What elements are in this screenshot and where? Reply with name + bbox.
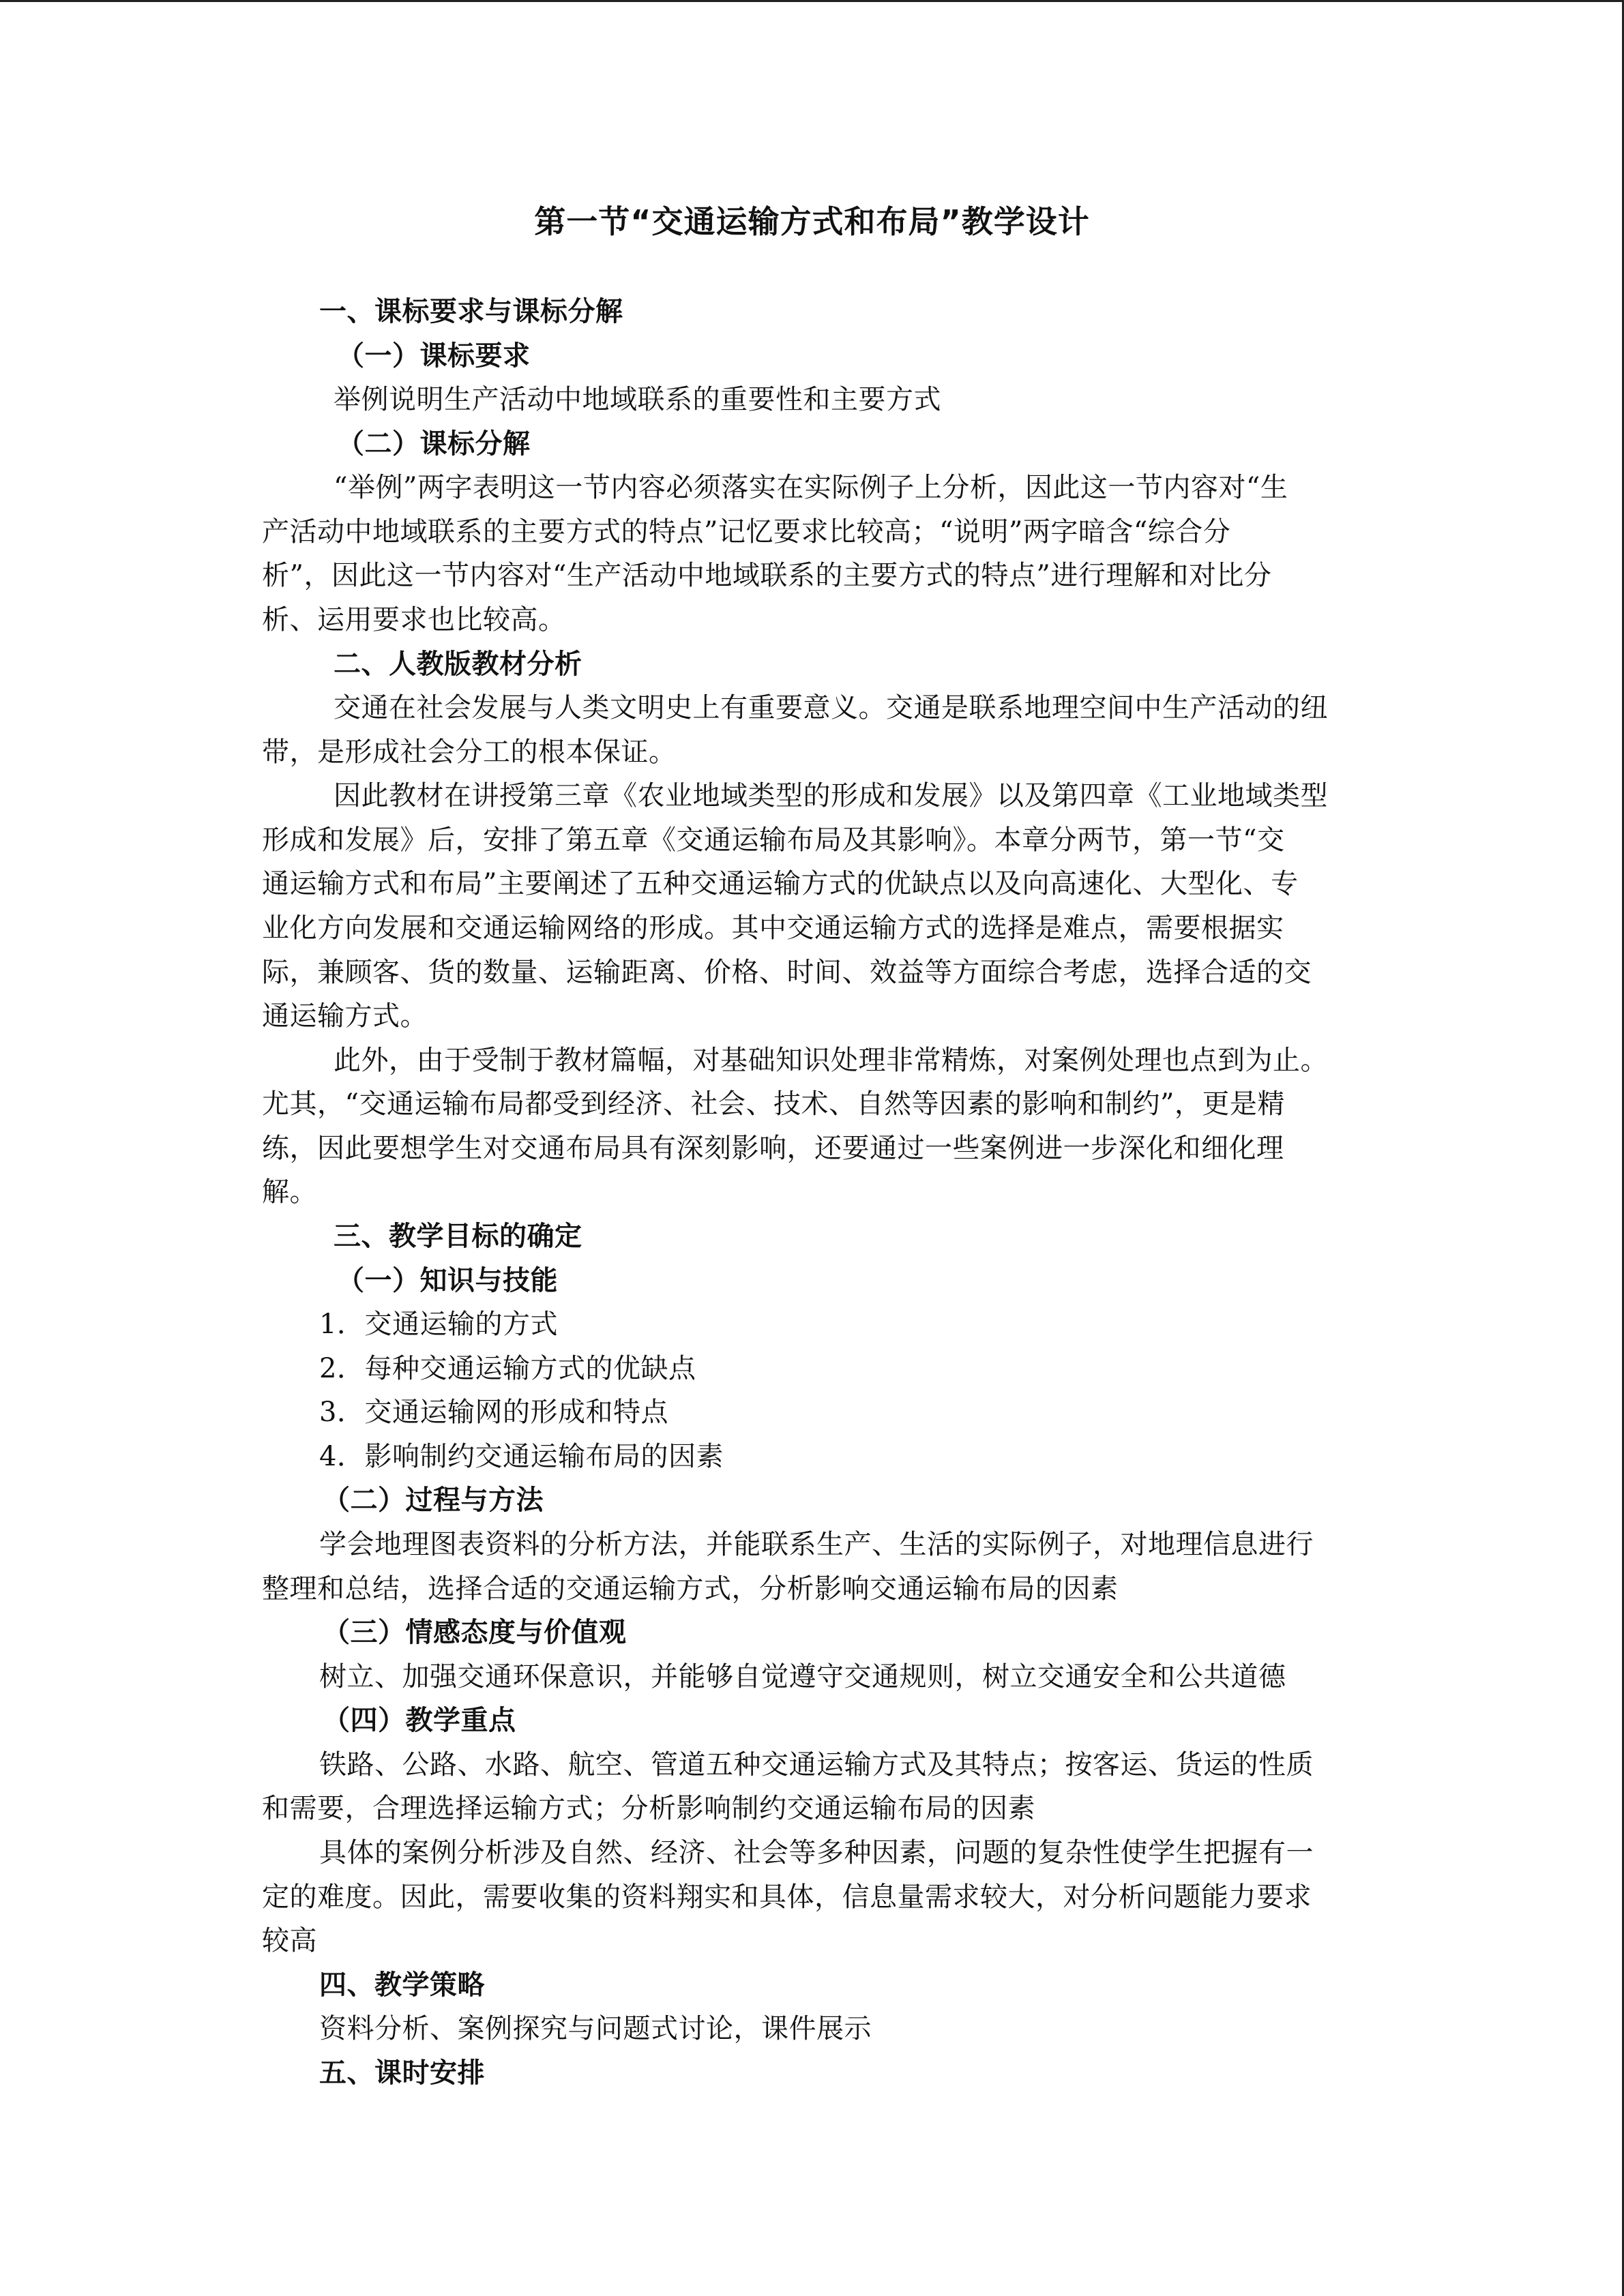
paragraph-line: 析”，因此这一节内容对“生产活动中地域联系的主要方式的特点”进行理解和对比分 — [262, 560, 1272, 591]
paragraph-line: 带，是形成社会分工的根本保证。 — [262, 736, 677, 768]
paragraph-line: 铁路、公路、水路、航空、管道五种交通运输方式及其特点；按客运、货运的性质 — [319, 1749, 1314, 1780]
paragraph-line: 析、运用要求也比较高。 — [262, 604, 566, 636]
subheading: （二）过程与方法 — [323, 1485, 544, 1516]
paragraph-line: 此外，由于受制于教材篇幅，对基础知识处理非常精炼，对案例处理也点到为止。 — [334, 1045, 1328, 1076]
list-item: 2．每种交通运输方式的优缺点 — [319, 1353, 696, 1384]
paragraph-line: 练，因此要想学生对交通布局具有深刻影响，还要通过一些案例进一步深化和细化理 — [262, 1133, 1284, 1164]
paragraph-line: 际，兼顾客、货的数量、运输距离、价格、时间、效益等方面综合考虑，选择合适的交 — [262, 957, 1312, 988]
heading-1: 一、课标要求与课标分解 — [319, 296, 623, 327]
subheading: （三）情感态度与价值观 — [323, 1617, 627, 1648]
paragraph-line: 较高 — [262, 1925, 317, 1956]
subheading: （一）课标要求 — [337, 340, 531, 372]
list-item: 4．影响制约交通运输布局的因素 — [319, 1441, 724, 1472]
paragraph-line: 业化方向发展和交通运输网络的形成。其中交通运输方式的选择是难点，需要根据实 — [262, 912, 1284, 944]
document-title: 第一节“交通运输方式和布局”教学设计 — [534, 203, 1090, 240]
subheading: （二）课标分解 — [337, 428, 531, 460]
paragraph-line: 树立、加强交通环保意识，并能够自觉遵守交通规则，树立交通安全和公共道德 — [319, 1661, 1286, 1693]
paragraph-line: 和需要，合理选择运输方式；分析影响制约交通运输布局的因素 — [262, 1793, 1035, 1824]
list-item: 1．交通运输的方式 — [319, 1309, 558, 1340]
paragraph-line: 学会地理图表资料的分析方法，并能联系生产、生活的实际例子，对地理信息进行 — [319, 1529, 1314, 1560]
heading-2: 二、人教版教材分析 — [334, 648, 582, 680]
paragraph-line: 资料分析、案例探究与问题式讨论，课件展示 — [319, 2013, 872, 2044]
heading-5: 五、课时安排 — [319, 2057, 485, 2089]
paragraph-line: “举例”两字表明这一节内容必须落实在实际例子上分析，因此这一节内容对“生 — [334, 472, 1288, 503]
heading-3: 三、教学目标的确定 — [334, 1221, 582, 1252]
paragraph-line: 交通在社会发展与人类文明史上有重要意义。交通是联系地理空间中生产活动的纽 — [334, 692, 1328, 724]
paragraph-line: 因此教材在讲授第三章《农业地域类型的形成和发展》以及第四章《工业地域类型 — [334, 780, 1328, 811]
paragraph-line: 通运输方式。 — [262, 1000, 428, 1032]
paragraph-line: 通运输方式和布局”主要阐述了五种交通运输方式的优缺点以及向高速化、大型化、专 — [262, 868, 1299, 899]
paragraph-line: 定的难度。因此，需要收集的资料翔实和具体，信息量需求较大，对分析问题能力要求 — [262, 1881, 1312, 1913]
heading-4: 四、教学策略 — [319, 1969, 485, 2001]
paragraph-line: 产活动中地域联系的主要方式的特点”记忆要求比较高；“说明”两字暗含“综合分 — [262, 516, 1231, 548]
subheading: （一）知识与技能 — [337, 1265, 558, 1296]
paragraph-line: 解。 — [262, 1176, 317, 1208]
list-item: 3．交通运输网的形成和特点 — [319, 1397, 668, 1428]
paragraph-line: 举例说明生产活动中地域联系的重要性和主要方式 — [334, 384, 941, 415]
paragraph-line: 整理和总结，选择合适的交通运输方式，分析影响交通运输布局的因素 — [262, 1573, 1119, 1605]
subheading: （四）教学重点 — [323, 1705, 516, 1736]
paragraph-line: 具体的案例分析涉及自然、经济、社会等多种因素，问题的复杂性使学生把握有一 — [319, 1837, 1314, 1868]
paragraph-line: 尤其，“交通运输布局都受到经济、社会、技术、自然等因素的影响和制约”，更是精 — [262, 1088, 1285, 1120]
paragraph-line: 形成和发展》后，安排了第五章《交通运输布局及其影响》。本章分两节，第一节“交 — [262, 824, 1285, 856]
